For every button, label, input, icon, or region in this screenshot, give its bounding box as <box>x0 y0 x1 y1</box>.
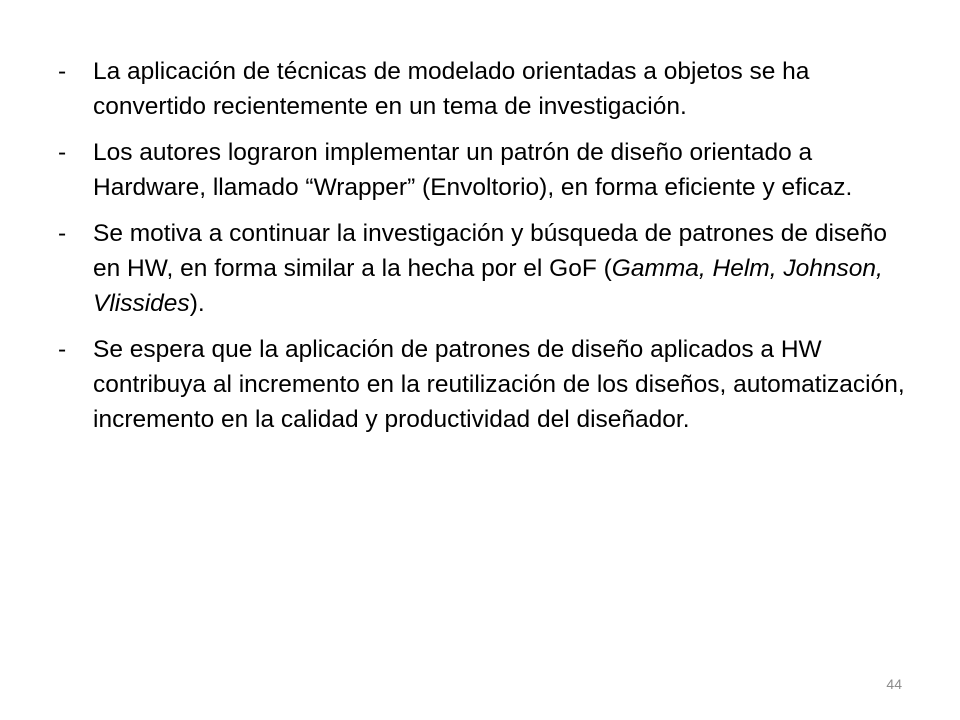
bullet-text: Se espera que la aplicación de patrones de diseño aplicados a HW contribuya al incremento en la reutilización de los diseños, automatización, incremento en la calidad y productividad del diseñador. <box>93 336 905 433</box>
bullet-item <box>58 216 908 321</box>
bullet-text-start: Se motiva a continuar la investigación y búsqueda de patrones de diseño en HW, en forma similar a la hecha por el GoF ( <box>93 220 888 282</box>
bullet-list <box>58 54 908 448</box>
page-number: 44 <box>886 676 902 692</box>
bullet-item <box>58 54 908 124</box>
bullet-text-end: ). <box>189 290 205 317</box>
bullet-text: La aplicación de técnicas de modelado orientadas a objetos se ha convertido recientemente en un tema de investigación. <box>93 58 810 120</box>
bullet-marker: - <box>58 336 67 363</box>
bullet-text: Los autores lograron implementar un patrón de diseño orientado a Hardware, llamado “Wrapper” (Envoltorio), en forma eficiente y eficaz. <box>93 139 853 201</box>
bullet-item <box>58 332 908 437</box>
bullet-marker: - <box>58 220 67 247</box>
bullet-item <box>58 135 908 205</box>
bullet-marker: - <box>58 139 67 166</box>
gof-authors: Gamma, Helm, Johnson, Vlissides <box>93 255 883 317</box>
bullet-text <box>93 220 887 317</box>
bullet-marker: - <box>58 58 67 85</box>
